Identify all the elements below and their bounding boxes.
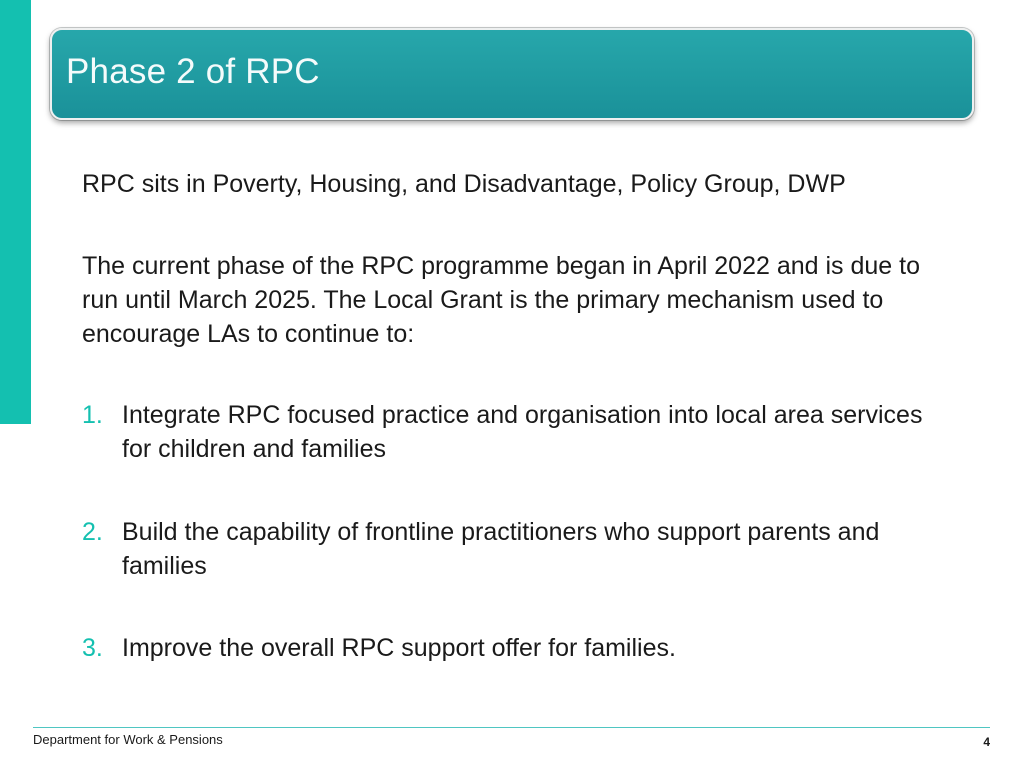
intro-paragraph: RPC sits in Poverty, Housing, and Disadvantage, Policy Group, DWP bbox=[82, 170, 846, 198]
list-text: Integrate RPC focused practice and organisation into local area services for children and families bbox=[122, 401, 923, 463]
page-number: 4 bbox=[983, 735, 990, 749]
list-item bbox=[82, 398, 962, 466]
list-text: Improve the overall RPC support offer for families. bbox=[122, 634, 676, 662]
slide-title: Phase 2 of RPC bbox=[66, 52, 320, 91]
footer-organisation: Department for Work & Pensions bbox=[33, 732, 223, 747]
phase-description-paragraph: The current phase of the RPC programme began in April 2022 and is due to run until March 2025. The Local Grant is the primary mechanism used to encourage LAs to continue to: bbox=[82, 252, 921, 348]
list-item bbox=[82, 515, 962, 583]
list-text: Build the capability of frontline practitioners who support parents and families bbox=[122, 518, 880, 580]
title-banner bbox=[50, 28, 974, 120]
list-number: 2. bbox=[82, 518, 103, 546]
list-item bbox=[82, 631, 962, 665]
footer-divider bbox=[33, 727, 990, 728]
list-number: 1. bbox=[82, 401, 103, 429]
left-accent-bar bbox=[0, 0, 31, 424]
list-number: 3. bbox=[82, 634, 103, 662]
